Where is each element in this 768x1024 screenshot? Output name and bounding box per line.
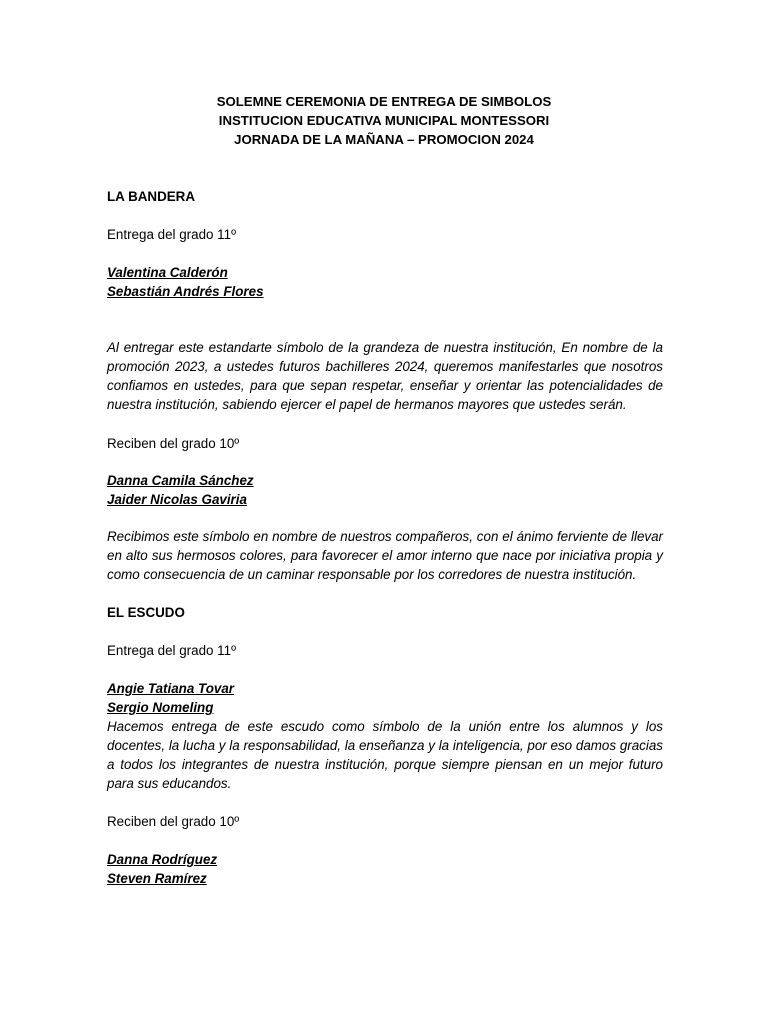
student-name: Jaider Nicolas Gaviria [107, 492, 247, 507]
bandera-reciben-label: Reciben del grado 10º [107, 436, 240, 451]
escudo-reciben-names [107, 850, 663, 888]
document-title-line-1: SOLEMNE CEREMONIA DE ENTREGA DE SIMBOLOS [216, 94, 552, 109]
document-title-line-2: INSTITUCION EDUCATIVA MUNICIPAL MONTESSORI [218, 113, 550, 128]
escudo-entrega-label: Entrega del grado 11º [107, 643, 236, 658]
section-heading-bandera: LA BANDERA [107, 189, 196, 204]
bandera-entrega-paragraph: Al entregar este estandarte símbolo de la grandeza de nuestra institución, En nombre de la promoción 2023, a ustedes futuros bachilleres 2024, queremos manifestarles que nosotros confiamos en ustedes, para que sepan respetar, enseñar y orientar las potencialidades de nuestra institución, sabiendo ejercer el papel de hermanos mayores que ustedes serán. [107, 340, 663, 412]
bandera-entrega-label: Entrega del grado 11º [107, 227, 236, 242]
student-name: Sergio Nomeling [107, 700, 214, 715]
student-name: Valentina Calderón [107, 265, 228, 280]
bandera-reciben-paragraph: Recibimos este símbolo en nombre de nuestros compañeros, con el ánimo ferviente de llevar en alto sus hermosos colores, para favorecer el amor interno que nace por iniciativa propia y como consecuencia de un caminar responsable por los corredores de nuestra institución. [107, 529, 663, 582]
escudo-reciben-label: Reciben del grado 10º [107, 814, 240, 829]
bandera-entrega-names [107, 263, 663, 301]
student-name: Sebastián Andrés Flores [107, 284, 264, 299]
document-title-line-3: JORNADA DE LA MAÑANA – PROMOCION 2024 [234, 132, 534, 147]
student-name: Danna Rodríguez [107, 852, 218, 867]
student-name: Danna Camila Sánchez [107, 473, 254, 488]
section-heading-escudo: EL ESCUDO [107, 605, 185, 620]
student-name: Angie Tatiana Tovar [107, 681, 234, 696]
escudo-entrega-names [107, 679, 663, 717]
bandera-reciben-names [107, 471, 663, 509]
escudo-entrega-paragraph: Hacemos entrega de este escudo como símbolo de la unión entre los alumnos y los docentes, la lucha y la responsabilidad, la enseñanza y la inteligencia, por eso damos gracias a todos los integrantes de nuestra institución, porque siempre piensan en un mejor futuro para sus educandos. [107, 719, 663, 791]
student-name: Steven Ramírez [107, 871, 207, 886]
